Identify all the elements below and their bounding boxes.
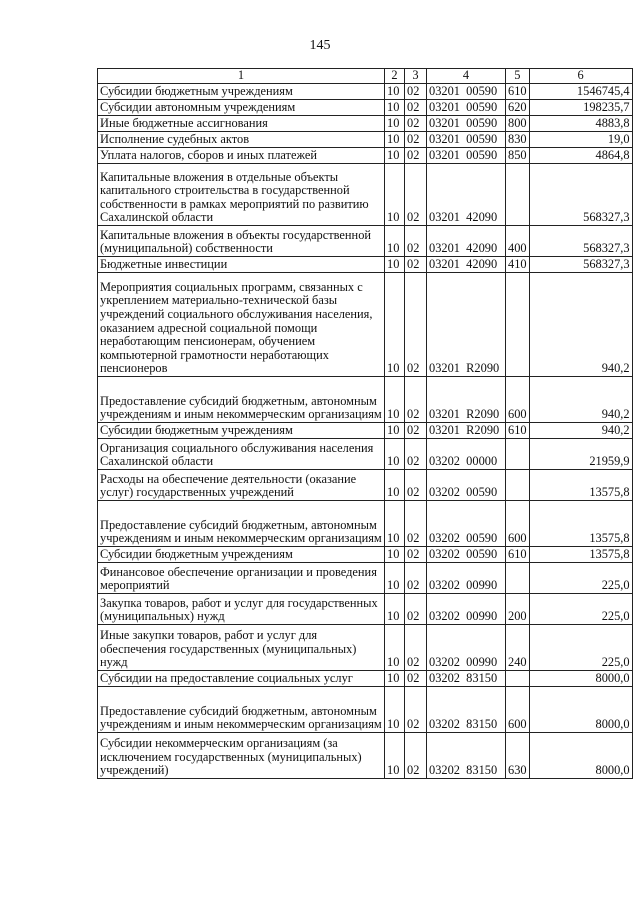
- row-target-code: 03201 R2090: [427, 273, 506, 377]
- row-amount: 225,0: [529, 563, 632, 594]
- row-amount: 940,2: [529, 273, 632, 377]
- row-amount: 4864,8: [529, 148, 632, 164]
- row-expense-type: 600: [506, 501, 530, 547]
- row-amount: 1546745,4: [529, 84, 632, 100]
- row-expense-type: 200: [506, 594, 530, 625]
- row-name: Субсидии бюджетным учреждениям: [98, 547, 385, 563]
- row-target-code: 03202 00990: [427, 594, 506, 625]
- row-expense-type: 620: [506, 100, 530, 116]
- table-row: [98, 148, 633, 164]
- row-amount: 4883,8: [529, 116, 632, 132]
- row-target-code: 03202 00590: [427, 501, 506, 547]
- row-expense-type: [506, 671, 530, 687]
- row-name: Субсидии на предоставление социальных услуг: [98, 671, 385, 687]
- row-target-code: 03201 00590: [427, 84, 506, 100]
- row-amount: 19,0: [529, 132, 632, 148]
- row-subsection: 02: [405, 273, 427, 377]
- row-expense-type: 600: [506, 687, 530, 733]
- row-subsection: 02: [405, 377, 427, 423]
- row-name: Субсидии бюджетным учреждениям: [98, 84, 385, 100]
- row-subsection: 02: [405, 257, 427, 273]
- row-subsection: 02: [405, 423, 427, 439]
- row-section: 10: [385, 671, 405, 687]
- table-row: [98, 273, 633, 377]
- row-section: 10: [385, 116, 405, 132]
- row-subsection: 02: [405, 733, 427, 779]
- row-section: 10: [385, 625, 405, 671]
- row-target-code: 03201 42090: [427, 257, 506, 273]
- row-amount: 8000,0: [529, 733, 632, 779]
- row-section: 10: [385, 733, 405, 779]
- table-row: [98, 423, 633, 439]
- row-subsection: 02: [405, 470, 427, 501]
- row-name: Предоставление субсидий бюджетным, автономным учреждениям и иным некоммерческим организациям: [98, 501, 385, 547]
- table-row: [98, 377, 633, 423]
- row-expense-type: [506, 164, 530, 226]
- row-target-code: 03202 83150: [427, 733, 506, 779]
- row-section: 10: [385, 100, 405, 116]
- row-expense-type: 800: [506, 116, 530, 132]
- row-target-code: 03202 00590: [427, 470, 506, 501]
- row-expense-type: [506, 563, 530, 594]
- row-section: 10: [385, 226, 405, 257]
- row-section: 10: [385, 164, 405, 226]
- row-name: Капитальные вложения в объекты государственной (муниципальной) собственности: [98, 226, 385, 257]
- row-target-code: 03202 83150: [427, 671, 506, 687]
- row-section: 10: [385, 84, 405, 100]
- row-section: 10: [385, 273, 405, 377]
- row-amount: 13575,8: [529, 547, 632, 563]
- row-section: 10: [385, 687, 405, 733]
- row-name: Финансовое обеспечение организации и проведения мероприятий: [98, 563, 385, 594]
- row-subsection: 02: [405, 100, 427, 116]
- row-subsection: 02: [405, 164, 427, 226]
- row-amount: 568327,3: [529, 226, 632, 257]
- row-name: Иные закупки товаров, работ и услуг для обеспечения государственных (муниципальных) нужд: [98, 625, 385, 671]
- table-row: [98, 501, 633, 547]
- row-name: Субсидии некоммерческим организациям (за исключением государственных (муниципальных) учреждений): [98, 733, 385, 779]
- row-amount: 568327,3: [529, 164, 632, 226]
- row-expense-type: 610: [506, 423, 530, 439]
- header-row: [98, 69, 633, 84]
- row-name: Уплата налогов, сборов и иных платежей: [98, 148, 385, 164]
- header-col-1: 1: [98, 69, 385, 84]
- row-target-code: 03202 83150: [427, 687, 506, 733]
- header-col-5: 5: [506, 69, 530, 84]
- table-row: [98, 671, 633, 687]
- page-number: 145: [309, 38, 331, 53]
- row-amount: 225,0: [529, 625, 632, 671]
- row-section: 10: [385, 257, 405, 273]
- table-row: [98, 563, 633, 594]
- row-subsection: 02: [405, 594, 427, 625]
- table-row: [98, 547, 633, 563]
- row-expense-type: 610: [506, 547, 530, 563]
- budget-table: [97, 68, 633, 779]
- table-row: [98, 164, 633, 226]
- row-expense-type: 630: [506, 733, 530, 779]
- row-target-code: 03202 00990: [427, 625, 506, 671]
- row-amount: 13575,8: [529, 470, 632, 501]
- table-row: [98, 84, 633, 100]
- row-section: 10: [385, 470, 405, 501]
- row-subsection: 02: [405, 132, 427, 148]
- row-name: Исполнение судебных актов: [98, 132, 385, 148]
- row-name: Субсидии бюджетным учреждениям: [98, 423, 385, 439]
- row-name: Иные бюджетные ассигнования: [98, 116, 385, 132]
- row-expense-type: [506, 470, 530, 501]
- table-row: [98, 226, 633, 257]
- row-section: 10: [385, 439, 405, 470]
- row-subsection: 02: [405, 226, 427, 257]
- row-section: 10: [385, 423, 405, 439]
- header-col-3: 3: [405, 69, 427, 84]
- table-row: [98, 625, 633, 671]
- row-expense-type: [506, 273, 530, 377]
- row-target-code: 03202 00590: [427, 547, 506, 563]
- row-target-code: 03201 00590: [427, 148, 506, 164]
- row-expense-type: [506, 439, 530, 470]
- row-subsection: 02: [405, 501, 427, 547]
- row-name: Закупка товаров, работ и услуг для государственных (муниципальных) нужд: [98, 594, 385, 625]
- row-subsection: 02: [405, 116, 427, 132]
- row-name: Расходы на обеспечение деятельности (оказание услуг) государственных учреждений: [98, 470, 385, 501]
- table-row: [98, 100, 633, 116]
- row-target-code: 03201 42090: [427, 226, 506, 257]
- table-row: [98, 116, 633, 132]
- header-col-4: 4: [427, 69, 506, 84]
- row-target-code: 03201 42090: [427, 164, 506, 226]
- row-name: Предоставление субсидий бюджетным, автономным учреждениям и иным некоммерческим организациям: [98, 377, 385, 423]
- header-col-6: 6: [529, 69, 632, 84]
- row-section: 10: [385, 594, 405, 625]
- row-subsection: 02: [405, 687, 427, 733]
- table-row: [98, 439, 633, 470]
- row-target-code: 03201 00590: [427, 132, 506, 148]
- row-expense-type: 410: [506, 257, 530, 273]
- row-target-code: 03201 R2090: [427, 423, 506, 439]
- row-subsection: 02: [405, 563, 427, 594]
- row-expense-type: 400: [506, 226, 530, 257]
- row-subsection: 02: [405, 671, 427, 687]
- row-target-code: 03202 00990: [427, 563, 506, 594]
- row-section: 10: [385, 148, 405, 164]
- row-target-code: 03202 00000: [427, 439, 506, 470]
- row-target-code: 03201 R2090: [427, 377, 506, 423]
- row-name: Предоставление субсидий бюджетным, автономным учреждениям и иным некоммерческим организациям: [98, 687, 385, 733]
- row-subsection: 02: [405, 625, 427, 671]
- row-name: Бюджетные инвестиции: [98, 257, 385, 273]
- table-row: [98, 687, 633, 733]
- row-amount: 8000,0: [529, 671, 632, 687]
- row-amount: 21959,9: [529, 439, 632, 470]
- row-amount: 198235,7: [529, 100, 632, 116]
- row-expense-type: 610: [506, 84, 530, 100]
- row-amount: 13575,8: [529, 501, 632, 547]
- row-name: Мероприятия социальных программ, связанных с укреплением материально-технической базы учреждений социального обслуживания населения, оказанием адресной социальной помощи неработающим пенсионерам, обучением компьютерной грамотности неработающих пенсионеров: [98, 273, 385, 377]
- row-section: 10: [385, 377, 405, 423]
- table-row: [98, 257, 633, 273]
- row-section: 10: [385, 563, 405, 594]
- row-target-code: 03201 00590: [427, 100, 506, 116]
- table-row: [98, 733, 633, 779]
- row-expense-type: 830: [506, 132, 530, 148]
- row-amount: 8000,0: [529, 687, 632, 733]
- row-subsection: 02: [405, 84, 427, 100]
- row-name: Организация социального обслуживания населения Сахалинской области: [98, 439, 385, 470]
- row-amount: 940,2: [529, 423, 632, 439]
- row-name: Капитальные вложения в отдельные объекты капитального строительства в государственной собственности в рамках мероприятий по развитию Сахалинской области: [98, 164, 385, 226]
- row-expense-type: 850: [506, 148, 530, 164]
- row-section: 10: [385, 501, 405, 547]
- row-section: 10: [385, 132, 405, 148]
- row-expense-type: 600: [506, 377, 530, 423]
- table-row: [98, 132, 633, 148]
- table-row: [98, 470, 633, 501]
- row-name: Субсидии автономным учреждениям: [98, 100, 385, 116]
- row-amount: 568327,3: [529, 257, 632, 273]
- row-amount: 225,0: [529, 594, 632, 625]
- row-subsection: 02: [405, 439, 427, 470]
- row-subsection: 02: [405, 148, 427, 164]
- header-col-2: 2: [385, 69, 405, 84]
- row-target-code: 03201 00590: [427, 116, 506, 132]
- row-section: 10: [385, 547, 405, 563]
- table-row: [98, 594, 633, 625]
- row-expense-type: 240: [506, 625, 530, 671]
- row-subsection: 02: [405, 547, 427, 563]
- row-amount: 940,2: [529, 377, 632, 423]
